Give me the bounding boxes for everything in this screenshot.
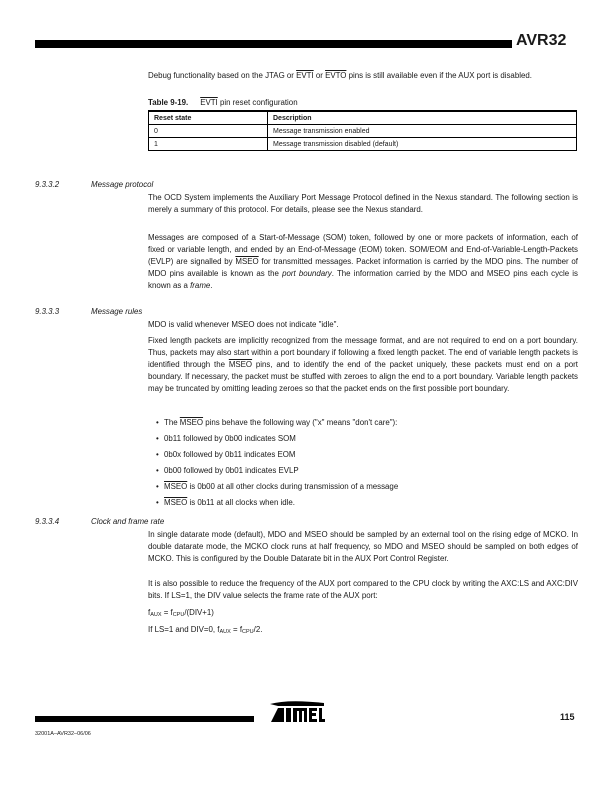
document-id: 32001A–AVR32–06/06 — [35, 731, 91, 737]
list-item: • 0b0x followed by 0b11 indicates EOM — [156, 449, 586, 465]
header-cell: Reset state — [149, 111, 268, 125]
bullet-list — [156, 417, 586, 513]
page-number: 115 — [560, 712, 575, 722]
paragraph: Messages are composed of a Start-of-Message (SOM) token, followed by one or more packets of information, each of fixed or variable length, and ended by an End-of-Message (EOM) token. SOM/EOM and End-of-Variable-Length-Packets (EVLP) are signalled by MSEO for transmitted messages. Packet information is carried by the MDO pins. The number of MDO pins available is known as the port boundary. The information carried by the MDO and MSEO pins each cycle is known as a frame. — [148, 233, 579, 290]
list-item: • The MSEO pins behave the following way ("x" means "don't care"): — [156, 417, 586, 433]
paragraph: Fixed length packets are implicitly recognized from the message format, and are not required to end on a port boundary. Thus, packets may also start within a port boundary if following a fixed length packet. The end of variable length packets is identified through the MSEO pins, and to identify the end of the packet uniquely, these packets must end on a port boundary. If necessary, the packet must be stuffed with zeroes to align the end to a port boundary. Variable length packets may be truncated by omitting leading zeroes so that the packet ends on the first possible port boundary. — [148, 336, 578, 393]
section-title: Message rules — [91, 307, 143, 316]
paragraph: MDO is valid whenever MSEO does not indicate "idle". — [148, 320, 339, 329]
header-title: AVR32 — [516, 32, 567, 49]
formula-note: If LS=1 and DIV=0, $f_{AUX} = f_{CPU}/2$. — [148, 625, 263, 635]
table-caption: Table 9-19. EVTI pin reset configuration — [148, 98, 298, 107]
footer-bar — [35, 716, 254, 722]
table-cell: 0 — [149, 125, 268, 138]
list-item: • MSEO is 0b00 at all other clocks during transmission of a message — [156, 481, 586, 497]
section-number: 9.3.3.4 — [35, 517, 60, 526]
section-title: Clock and frame rate — [91, 517, 165, 526]
section-title: Message protocol — [91, 180, 154, 189]
paragraph: It is also possible to reduce the frequency of the AUX port compared to the CPU clock by writing the AXC:LS and AXC:DIV bits. If LS=1, the DIV value selects the frame rate of the AUX port: — [148, 579, 578, 600]
list-item: • 0b00 followed by 0b01 indicates EVLP — [156, 465, 586, 481]
intro-paragraph: Debug functionality based on the JTAG or EVTI or EVTO pins is still available even if the AUX port is disabled. — [148, 71, 532, 80]
paragraph: The OCD System implements the Auxiliary Port Message Protocol defined in the Nexus standard. The following section is merely a summary of this protocol. For details, please see the Nexus standard. — [148, 193, 578, 214]
table-cell: 1 — [149, 138, 268, 151]
atmel-logo — [268, 700, 326, 724]
section-number: 9.3.3.3 — [35, 307, 60, 316]
table-cell: Message transmission enabled — [268, 125, 577, 138]
header-cell: Description — [268, 111, 577, 125]
paragraph: In single datarate mode (default), MDO and MSEO should be sampled by an external tool on the rising edge of MCKO. In double datarate mode, the MCKO clock runs at half frequency, so MDO and MSEO should be sampled on both edges of MCKO. This is configured by the Double Datarate bit in the AUX Port Control Register. — [148, 530, 578, 563]
section-number: 9.3.3.2 — [35, 180, 60, 189]
table-cell: Message transmission disabled (default) — [268, 138, 577, 151]
formula: $f_{AUX} = f_{CPU}/(DIV+1)$ — [148, 608, 214, 618]
header-bar — [35, 40, 512, 48]
table-row — [149, 138, 577, 151]
evti-reset-table — [148, 110, 577, 151]
table-row — [149, 125, 577, 138]
table-header-row — [149, 111, 577, 125]
list-item: • MSEO is 0b11 at all clocks when idle. — [156, 497, 586, 513]
list-item: • 0b11 followed by 0b00 indicates SOM — [156, 433, 586, 449]
